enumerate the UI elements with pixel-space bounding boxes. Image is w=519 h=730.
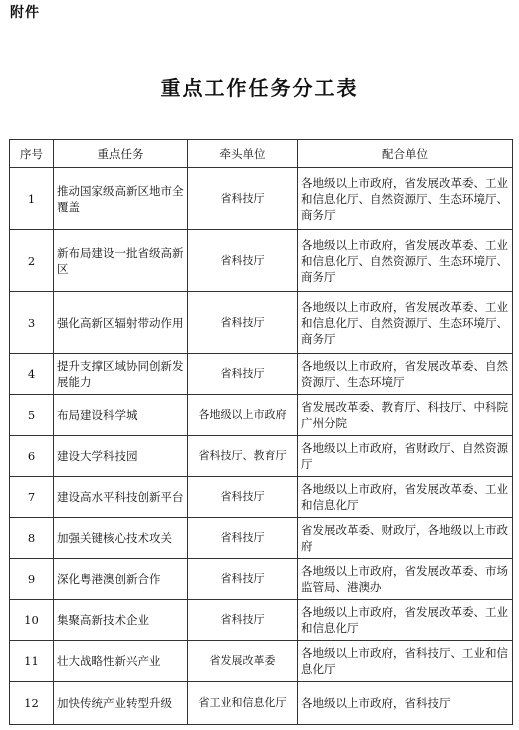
row-index: 6 — [10, 436, 54, 477]
table-row — [10, 477, 513, 518]
row-cooperating-units: 各地级以上市政府，省发展改革委、工业和信息化厅、自然资源厅、生态环境厅、商务厅 — [298, 230, 513, 292]
table-row — [10, 600, 513, 641]
table-row — [10, 436, 513, 477]
row-lead-unit: 省科技厅 — [188, 600, 298, 641]
table-row — [10, 168, 513, 230]
task-table — [9, 139, 513, 725]
table-row — [10, 559, 513, 600]
task-table-body — [10, 168, 513, 725]
attachment-label: 附件 — [10, 5, 40, 21]
row-cooperating-units: 各地级以上市政府，省发展改革委、自然资源厅、生态环境厅 — [298, 354, 513, 395]
row-index: 11 — [10, 641, 54, 682]
table-row — [10, 682, 513, 725]
row-task: 集聚高新技术企业 — [54, 600, 188, 641]
table-row — [10, 230, 513, 292]
column-header-index: 序号 — [10, 140, 54, 168]
table-row — [10, 518, 513, 559]
row-cooperating-units: 各地级以上市政府，省财政厅、自然资源厅 — [298, 436, 513, 477]
row-index: 2 — [10, 230, 54, 292]
row-cooperating-units: 各地级以上市政府，省科技厅 — [298, 682, 513, 725]
row-task: 深化粤港澳创新合作 — [54, 559, 188, 600]
row-cooperating-units: 省发展改革委、教育厅、科技厅、中科院广州分院 — [298, 395, 513, 436]
page-title: 重点工作任务分工表 — [160, 76, 359, 100]
table-row — [10, 354, 513, 395]
row-task: 建设高水平科技创新平台 — [54, 477, 188, 518]
row-index: 1 — [10, 168, 54, 230]
row-cooperating-units: 各地级以上市政府，省发展改革委、工业和信息化厅 — [298, 600, 513, 641]
row-cooperating-units: 各地级以上市政府，省发展改革委、工业和信息化厅、自然资源厅、生态环境厅、商务厅 — [298, 292, 513, 354]
row-lead-unit: 省科技厅 — [188, 477, 298, 518]
table-header-row — [10, 140, 513, 168]
row-lead-unit: 省科技厅、教育厅 — [188, 436, 298, 477]
table-row — [10, 641, 513, 682]
row-task: 加强关键核心技术攻关 — [54, 518, 188, 559]
row-task: 加快传统产业转型升级 — [54, 682, 188, 725]
row-task: 布局建设科学城 — [54, 395, 188, 436]
row-lead-unit: 省科技厅 — [188, 559, 298, 600]
row-cooperating-units: 各地级以上市政府，省发展改革委、市场监管局、港澳办 — [298, 559, 513, 600]
row-cooperating-units: 省发展改革委、财政厅，各地级以上市政府 — [298, 518, 513, 559]
row-index: 3 — [10, 292, 54, 354]
row-task: 推动国家级高新区地市全覆盖 — [54, 168, 188, 230]
row-lead-unit: 省工业和信息化厅 — [188, 682, 298, 725]
row-lead-unit: 省科技厅 — [188, 292, 298, 354]
table-row — [10, 292, 513, 354]
row-task: 壮大战略性新兴产业 — [54, 641, 188, 682]
row-index: 5 — [10, 395, 54, 436]
row-lead-unit: 省发展改革委 — [188, 641, 298, 682]
row-index: 4 — [10, 354, 54, 395]
row-index: 10 — [10, 600, 54, 641]
row-index: 7 — [10, 477, 54, 518]
table-row — [10, 395, 513, 436]
row-index: 8 — [10, 518, 54, 559]
row-task: 建设大学科技园 — [54, 436, 188, 477]
column-header-cooperating: 配合单位 — [298, 140, 513, 168]
row-task: 提升支撑区域协同创新发展能力 — [54, 354, 188, 395]
row-cooperating-units: 各地级以上市政府，省发展改革委、工业和信息化厅 — [298, 477, 513, 518]
row-lead-unit: 省科技厅 — [188, 168, 298, 230]
row-cooperating-units: 各地级以上市政府，省科技厅、工业和信息化厅 — [298, 641, 513, 682]
row-cooperating-units: 各地级以上市政府，省发展改革委、工业和信息化厅、自然资源厅、生态环境厅、商务厅 — [298, 168, 513, 230]
column-header-lead: 牵头单位 — [188, 140, 298, 168]
row-task: 新布局建设一批省级高新区 — [54, 230, 188, 292]
row-lead-unit: 省科技厅 — [188, 518, 298, 559]
row-index: 12 — [10, 682, 54, 725]
row-index: 9 — [10, 559, 54, 600]
row-lead-unit: 各地级以上市政府 — [188, 395, 298, 436]
row-lead-unit: 省科技厅 — [188, 230, 298, 292]
column-header-task: 重点任务 — [54, 140, 188, 168]
row-task: 强化高新区辐射带动作用 — [54, 292, 188, 354]
row-lead-unit: 省科技厅 — [188, 354, 298, 395]
